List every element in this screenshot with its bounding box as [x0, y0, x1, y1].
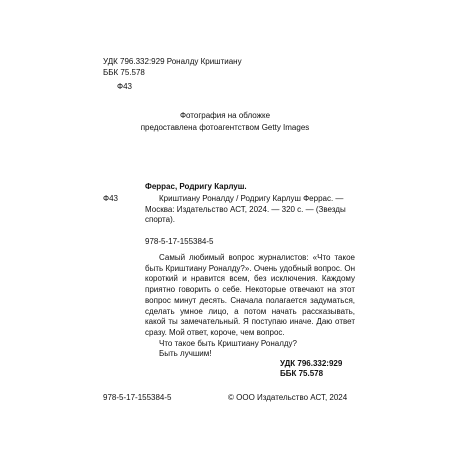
bbk-code-bottom: ББК 75.578	[280, 369, 324, 378]
udc-code: УДК 796.332:929 Роналду Криштиану	[103, 57, 242, 66]
catalog-entry-body	[145, 194, 355, 226]
catalog-isbn: 978-5-17-155384-5	[145, 237, 214, 246]
classification-codes-bottom	[280, 359, 350, 379]
catalog-entry-text: Криштиану Роналду / Родригу Карлуш Феррас. — Москва: Издательство АСТ, 2024. — 320 с. — (Звезды спорта).	[145, 194, 346, 224]
udc-code-bottom: УДК 796.332:929	[280, 359, 343, 368]
catalog-entry-heading: Феррас, Родригу Карлуш.	[145, 182, 247, 191]
photo-credit	[0, 110, 450, 134]
photo-credit-line-2: предоставлена фотоагентством Getty Images	[140, 123, 310, 132]
bbk-code: ББК 75.578	[103, 68, 145, 77]
annotation-paragraph: Самый любимый вопрос журналистов: «Что такое быть Криштиану Роналду?». Очень удобный вопрос. Он короткий и нравится всем, без исключения. Каждому приятно говорить о себе. Некоторые отвечают на этот вопрос минут десять. Сначала полагается задуматься, сделать умное лицо, а потом начать рассказывать, какой ты замечательный. Я поступаю иначе. Даю ответ сразу. Мой ответ, короче, чем вопрос.	[145, 253, 355, 337]
photo-credit-line-1: Фотография на обложке	[179, 111, 271, 120]
footer-isbn: 978-5-17-155384-5	[103, 393, 172, 402]
copyright-notice: © ООО Издательство АСТ, 2024	[228, 393, 348, 402]
classification-codes-top	[103, 56, 242, 92]
annotation	[145, 253, 355, 360]
annotation-answer: Быть лучшим!	[159, 349, 212, 359]
annotation-question: Что такое быть Криштиану Роналду?	[159, 338, 298, 348]
catalog-entry-mark: Ф43	[103, 194, 118, 203]
author-mark: Ф43	[117, 82, 132, 91]
